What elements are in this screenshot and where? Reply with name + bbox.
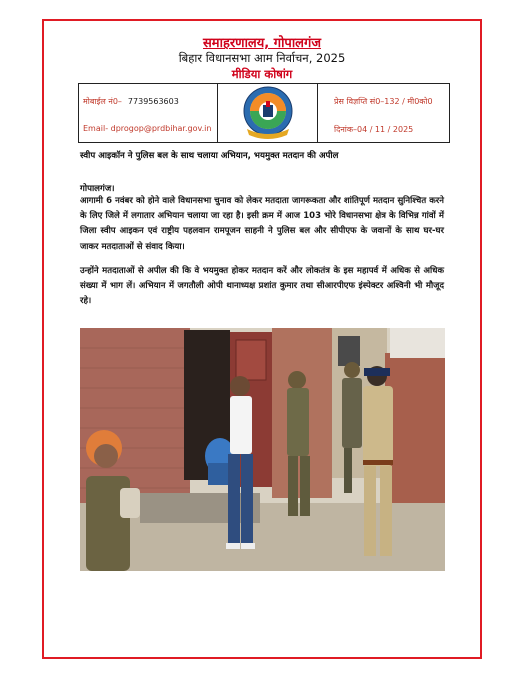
email-text: Email- dprogop@prdbihar.gov.in <box>83 124 212 133</box>
office-title: समाहरणालय, गोपालगंज <box>203 36 321 51</box>
logo-cell <box>218 84 318 142</box>
dateline-place: गोपालगंज। <box>80 184 115 194</box>
mobile-label: मोबाईल नं0– <box>83 97 122 106</box>
contact-cell <box>79 84 218 142</box>
subject-heading: स्वीप आइकॉन ने पुलिस बल के साथ चलाया अभियान, भयमुक्त मतदान की अपील <box>80 151 339 161</box>
campaign-photo <box>80 328 445 571</box>
paragraph-1: आगामी 6 नवंबर को होने वाले विधानसभा चुनाव को लेकर मतदाता जागरूकता और शांतिपूर्ण मतदान सुनिश्चित करने के लिए जिले में लगातार अभियान चलाया जा रहा है। इसी क्रम में आज 103 भोरे विधानसभा क्षेत्र के विभिन्न गांवों में जिला स्वीप आइकन एवं राष्ट्रीय पहलवान रामपूजन साहनी ने पुलिस बल और सीपीएफ के जवानों के साथ घर-घर जाकर मतदाताओं से संवाद किया। <box>80 196 444 252</box>
info-table <box>78 83 450 143</box>
mobile-number: 7739563603 <box>127 97 179 106</box>
mobile-line <box>83 96 179 107</box>
press-release-number: प्रेस विज्ञप्ति सं0–132 / मी0को0 <box>334 97 433 106</box>
paragraph-2: उन्होंने मतदाताओं से अपील की कि वे भयमुक्त होकर मतदान करें और लोकतंत्र के इस महापर्व में अधिक से अधिक संख्या में भाग लें। अभियान में जगतौली ओपी थानाध्यक्ष प्रशांत कुमार तथा सीआरपीएफ इंस्पेक्टर अश्विनी भी मौजूद रहे। <box>80 266 444 307</box>
election-title: बिहार विधानसभा आम निर्वाचन, 2025 <box>178 51 346 65</box>
media-cell-title: मीडिया कोषांग <box>231 67 293 81</box>
campaign-photo-image <box>80 328 445 571</box>
release-date: दिनांक–04 / 11 / 2025 <box>334 125 414 134</box>
release-cell <box>318 84 449 142</box>
election-logo-icon <box>237 85 299 141</box>
